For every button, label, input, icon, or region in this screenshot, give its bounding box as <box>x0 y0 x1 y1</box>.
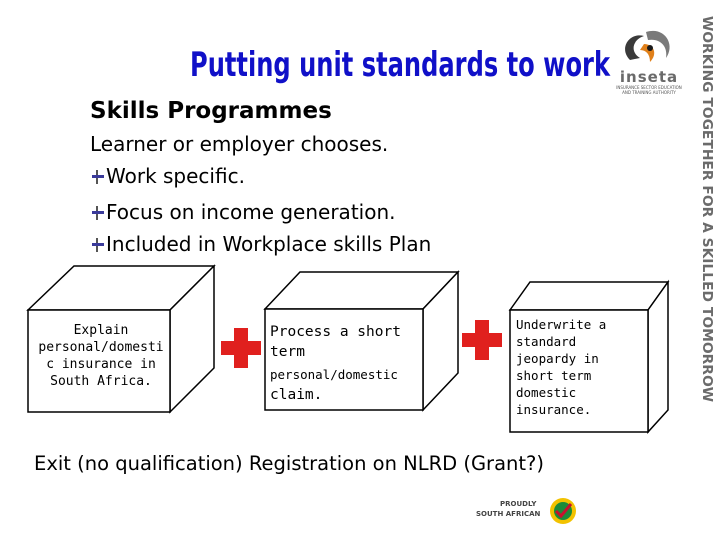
svg-text:Putting unit standards to work: Putting unit standards to work <box>190 45 611 85</box>
plus-icon <box>221 328 261 368</box>
bullet-text: Work specific. <box>106 164 245 188</box>
box1-text: Explain personal/domesti c insurance in South Africa. <box>38 323 164 389</box>
box2-line1: Process a short term <box>270 324 401 360</box>
box2-line2: personal/domestic <box>270 367 398 382</box>
logo-subtitle: INSURANCE SECTOR EDUCATION AND TRAINING AUTHORITY <box>616 85 682 95</box>
bullet-text: Included in Workplace skills Plan <box>106 232 432 256</box>
svg-text:PROUDLY: PROUDLY <box>500 500 537 508</box>
tick-icon <box>550 498 576 524</box>
box2-line3: claim. <box>270 387 323 403</box>
svg-text:WORKING TOGETHER FOR A SKILLED: WORKING TOGETHER FOR A SKILLED TOMORROW <box>699 16 714 379</box>
bullet-text: Focus on income generation. <box>106 200 396 224</box>
plus-icon <box>462 320 502 360</box>
box3-text: Underwrite a standard jeopardy in short term domestic insurance. <box>516 317 607 417</box>
subheading: Learner or employer chooses. <box>90 132 389 156</box>
exit-line: Exit (no qualification) Registration on NLRD (Grant?) <box>34 452 544 475</box>
section-heading: Skills Programmes <box>90 98 332 124</box>
logo-name: inseta <box>619 68 679 86</box>
proudly-south-african-logo <box>470 494 580 528</box>
svg-text:SOUTH AFRICAN: SOUTH AFRICAN <box>476 510 541 518</box>
